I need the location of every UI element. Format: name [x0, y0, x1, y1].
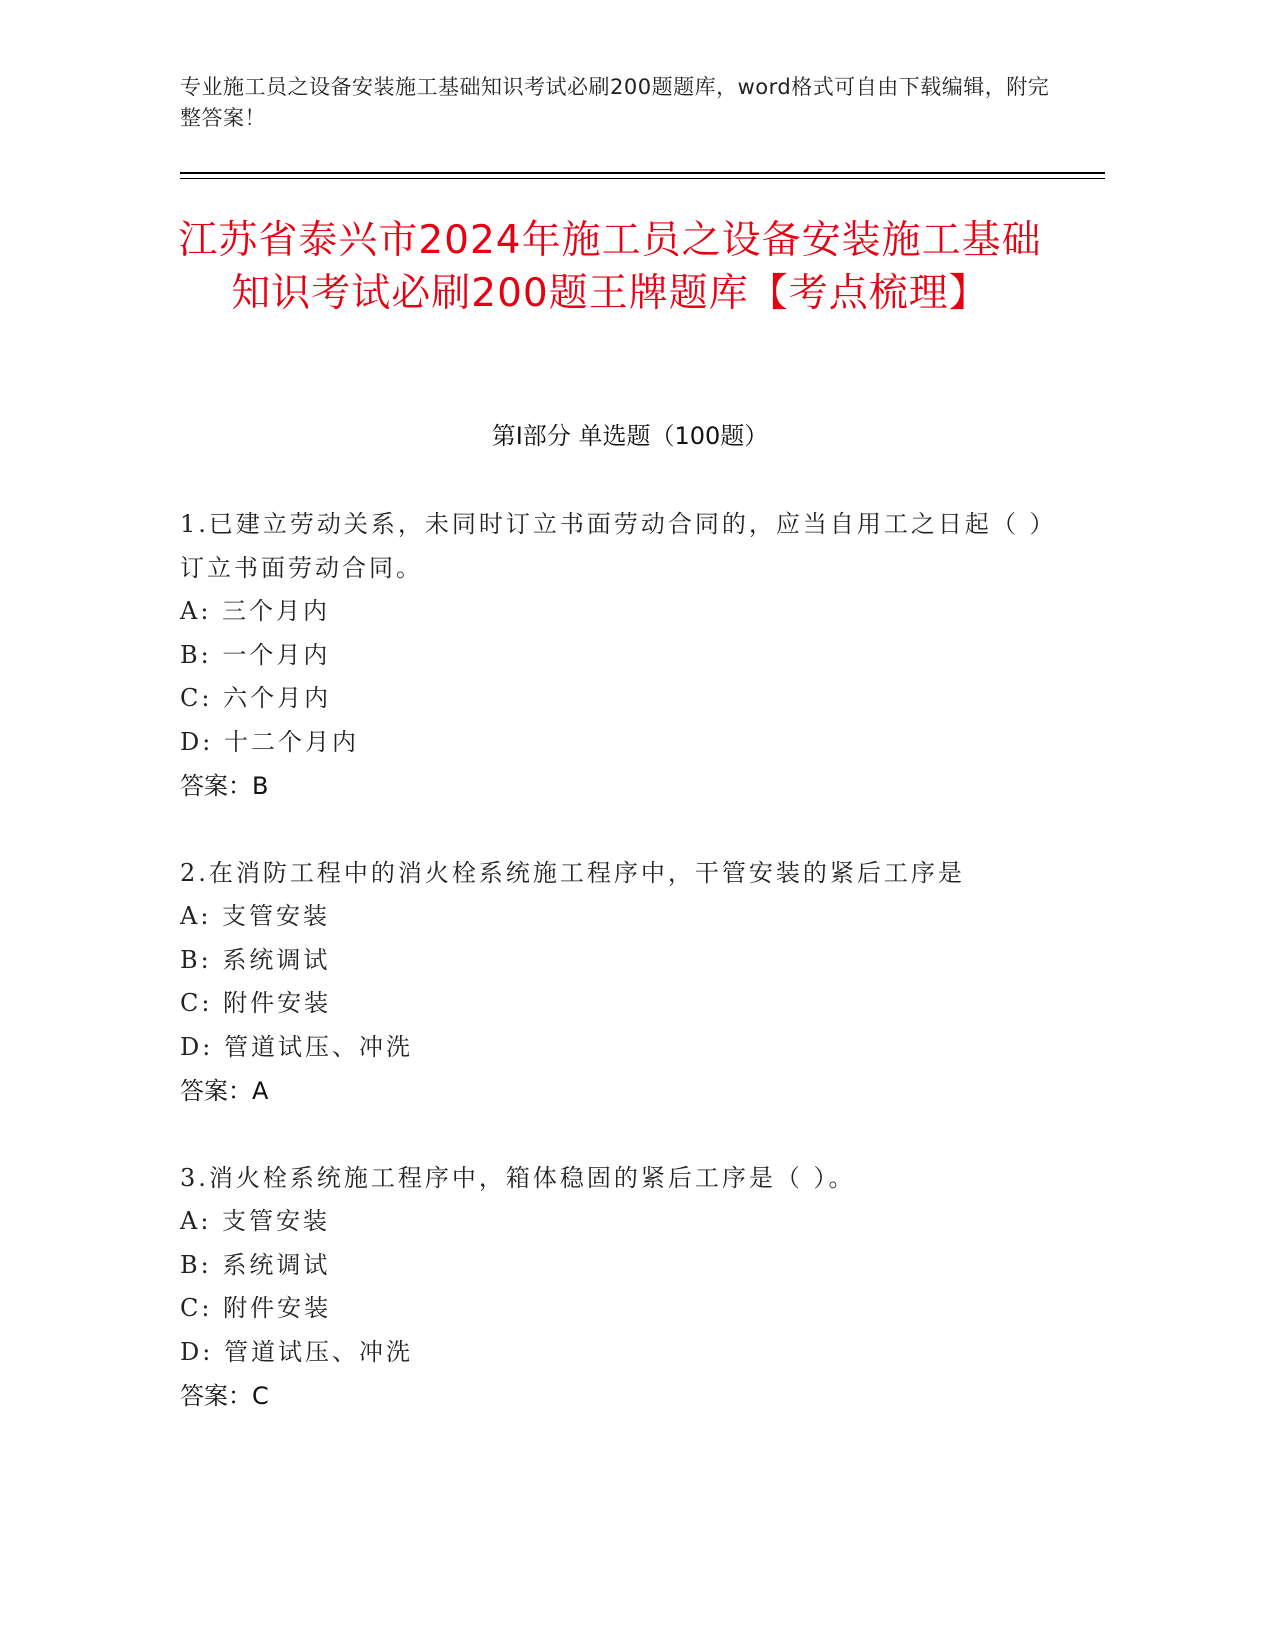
answer-label: 答案：A	[180, 1077, 269, 1105]
document-title: 江苏省泰兴市2024年施工员之设备安装施工基础知识考试必刷200题王牌题库【考点梳理】	[178, 218, 1042, 316]
header-note: 专业施工员之设备安装施工基础知识考试必刷200题题库，word格式可自由下载编辑，附完整答案！	[180, 75, 1050, 130]
question-2	[180, 851, 1060, 1113]
option-c: C: 附件安装	[180, 989, 332, 1017]
header-divider-thick	[180, 172, 1105, 174]
option-b: B: 一个月内	[180, 640, 331, 669]
option-b: B: 系统调试	[180, 1250, 331, 1279]
question-stem: 1.已建立劳动关系，未同时订立书面劳动合同的，应当自用工之日起（ ）订立书面劳动合同。	[180, 510, 1057, 582]
option-b: B: 系统调试	[180, 945, 331, 974]
option-a: A: 三个月内	[180, 597, 331, 625]
option-d: D: 十二个月内	[180, 727, 359, 756]
option-d: D: 管道试压、冲洗	[180, 1032, 413, 1061]
question-1	[180, 502, 1060, 808]
question-3	[180, 1156, 1060, 1418]
question-stem: 3.消火栓系统施工程序中，箱体稳固的紧后工序是（ ）。	[180, 1164, 856, 1192]
option-c: C: 附件安装	[180, 1294, 332, 1322]
answer-label: 答案：C	[180, 1382, 269, 1410]
question-stem: 2.在消防工程中的消火栓系统施工程序中，干管安装的紧后工序是	[180, 859, 965, 887]
answer-label: 答案：B	[180, 772, 269, 800]
option-a: A: 支管安装	[180, 1207, 331, 1235]
header-divider-thin	[180, 178, 1105, 179]
section-heading: 第I部分 单选题（100题）	[491, 422, 769, 450]
option-d: D: 管道试压、冲洗	[180, 1337, 413, 1366]
option-c: C: 六个月内	[180, 684, 332, 712]
option-a: A: 支管安装	[180, 902, 331, 930]
